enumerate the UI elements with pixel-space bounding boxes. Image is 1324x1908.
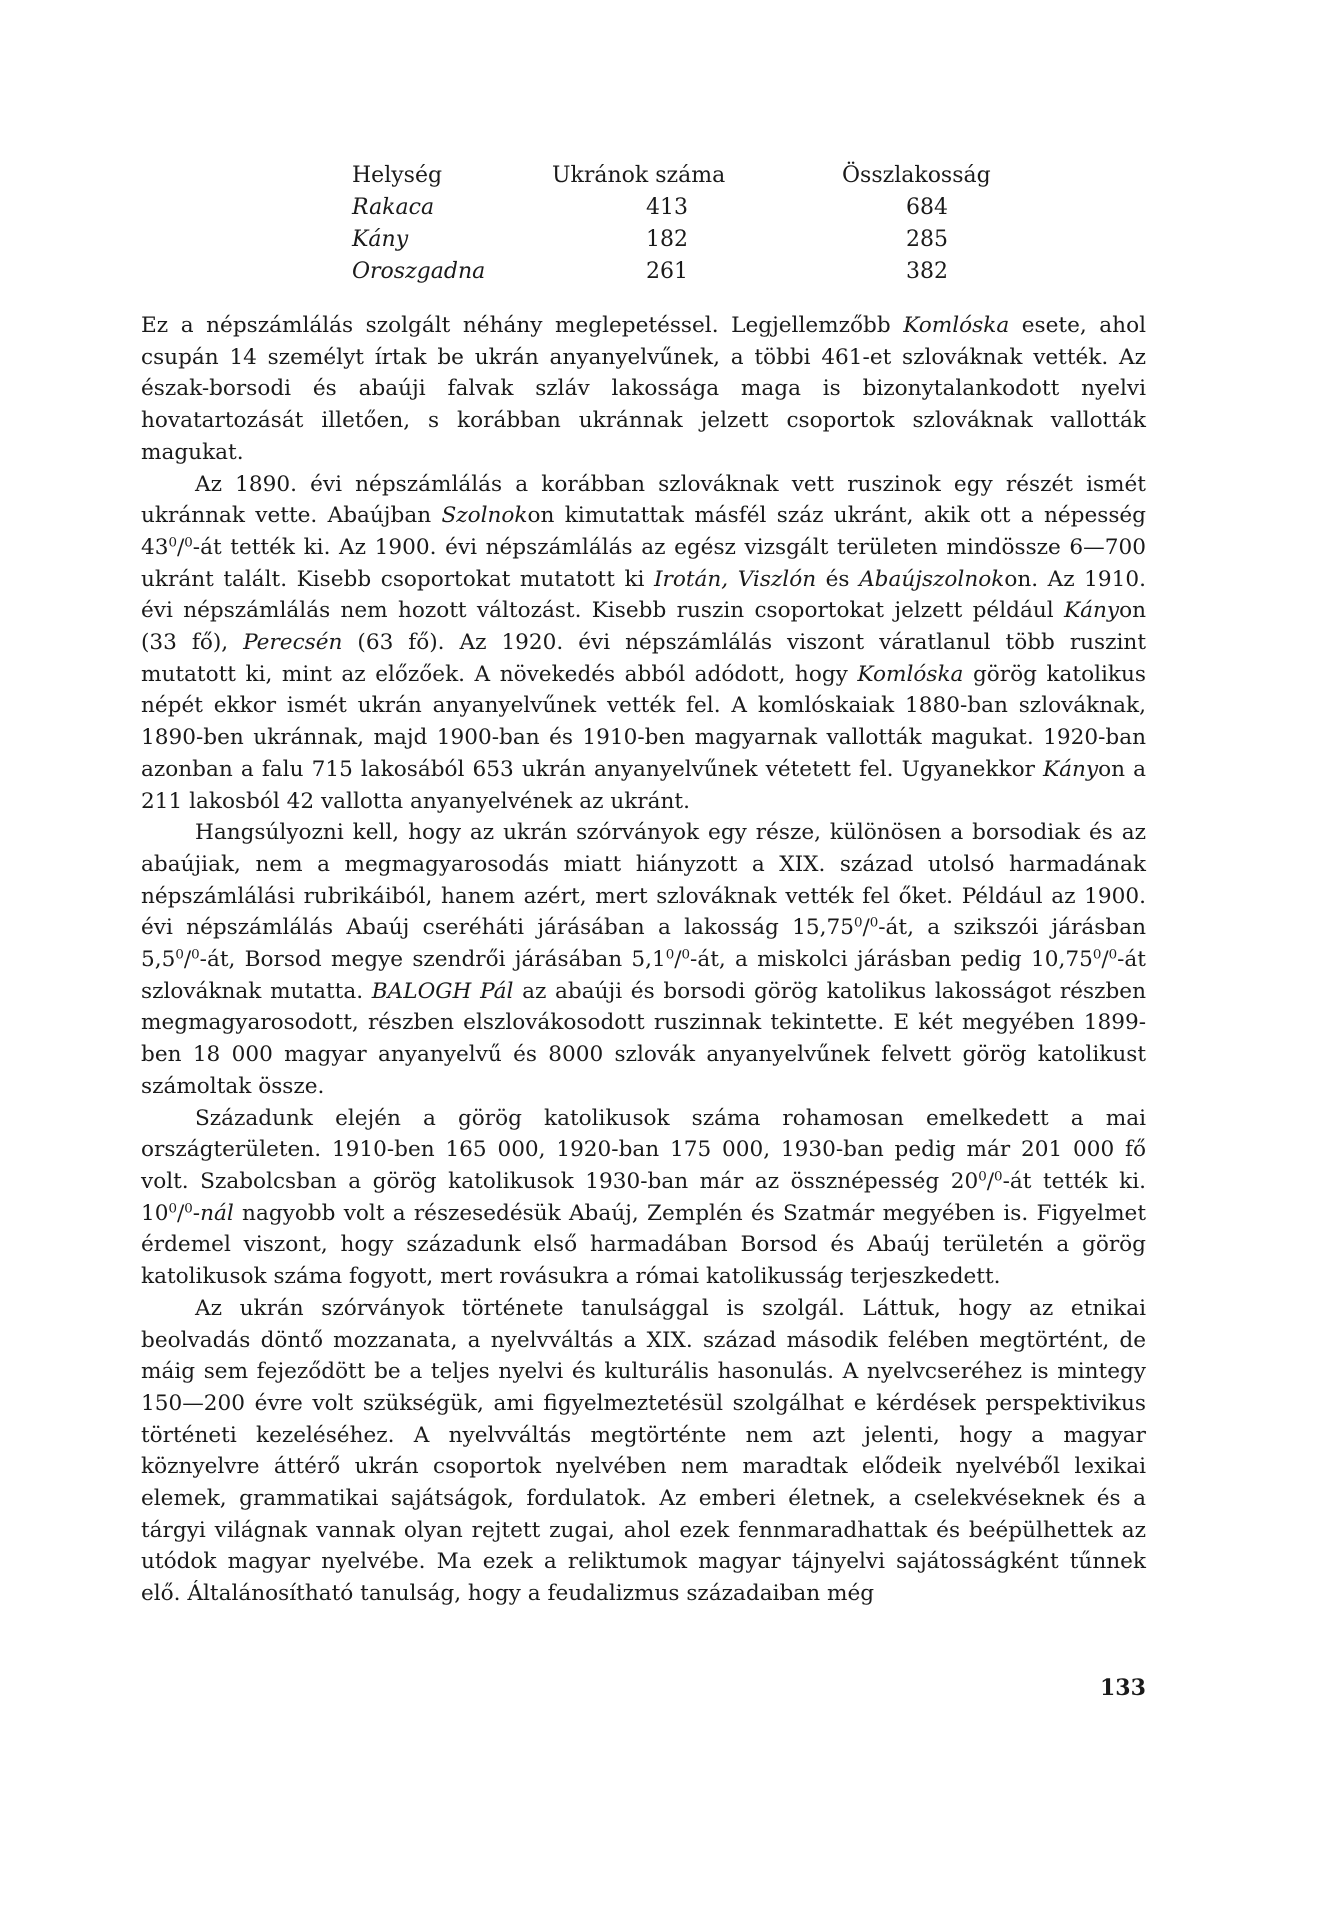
percent-superscript: 0 <box>869 916 879 931</box>
percent-superscript: 0 <box>175 947 184 963</box>
percent-superscript: 0 <box>665 947 675 963</box>
page-number: 133 <box>1100 1675 1146 1701</box>
body-text <box>141 310 1146 1610</box>
text-run: Hangsúlyozni kell, hogy az ukrán szórványok egy része, különösen a borsodiak és az abaújiak, nem a megmagyarosodás miatt hiányzott a XIX. század utolsó harmadának népszámlálási rubrikáiból, hanem azért, mert szlováknak vették fel őket. Például az 1900. évi népszámlálás Abaúj cseréháti járásában a lakosság 15,75 <box>141 820 1146 941</box>
text-run: / <box>1101 947 1109 973</box>
cell-total: 285 <box>906 227 948 252</box>
population-table <box>352 160 1012 288</box>
percent-superscript: 0 <box>184 535 193 551</box>
italic-term: Komlóska <box>857 661 964 687</box>
text-run: on (33 fő), <box>141 598 1146 656</box>
text-run: Az ukrán szórványok története tanulsággal is szolgál. Láttuk, hogy az etnikai beolvadás döntő mozzanata, a nyelvváltás a XIX. század második felében megtörtént, de máig sem fejeződött be a teljes nyelvi és kulturális hasonulás. A nyelvcseréhez is mintegy 150—200 évre volt szükségük, ami figyelmeztetésül szolgálhat e kérdések perspektivikus történeti kezeléséhez. A nyelvváltás megtörténte nem azt jelenti, hogy a magyar köznyelvre áttérő ukrán csoportok nyelvében nem maradtak elődeik nyelvéből lexikai elemek, grammatikai sajátságok, fordulatok. Az emberi életnek, a cselekvéseknek és a tárgyi világnak vannak olyan rejtett zugai, ahol ezek fennmaradhattak és beépülhettek az utódok magyar nyelvébe. Ma ezek a reliktumok magyar tájnyelvi sajátosságként tűnnek elő. Általánosítható tanulság, hogy a feudalizmus századaiban még <box>141 1295 1146 1607</box>
text-run: esete, ahol csupán 14 személyt írtak be ukrán anyanyelvűnek, a többi 461-et szlováknak vették. Az észak-borsodi és abaúji falvak szláv lakossága maga is bizonytalankodott nyelvi hovatartozását illetően, s korábban ukránnak jelzett csoportok szlováknak vallották magukat. <box>141 313 1146 465</box>
percent-superscript: 0 <box>191 947 200 963</box>
cell-ukranians: 413 <box>646 195 688 220</box>
text-run: / <box>862 915 870 941</box>
percent-superscript: 0 <box>994 1169 1003 1185</box>
table-row <box>352 192 1012 224</box>
header-total: Összlakosság <box>842 163 991 188</box>
cell-place: Oroszgadna <box>352 259 486 284</box>
header-ukranians: Ukránok száma <box>552 163 726 188</box>
text-run: -át tették ki. 10 <box>141 1168 1146 1226</box>
text-run: / <box>177 1200 185 1226</box>
table-row <box>352 224 1012 256</box>
paragraph <box>141 1293 1146 1610</box>
header-place: Helység <box>352 163 443 188</box>
text-run: Ez a népszámlálás szolgált néhány meglepetéssel. Legjellemzőbb <box>141 313 904 338</box>
percent-superscript: 0 <box>853 916 863 931</box>
italic-term: Abaújszolnok <box>859 566 1005 592</box>
text-run: / <box>177 534 185 560</box>
percent-superscript: 0 <box>184 1201 193 1217</box>
text-run: (63 fő). Az 1920. évi népszámlálás viszont váratlanul több ruszint mutatott ki, mint az előzőek. A növekedés abból adódott, hogy <box>141 630 1146 687</box>
text-run: / <box>674 947 682 973</box>
table-header-row <box>352 160 1012 192</box>
italic-term: Komlóska <box>903 313 1010 338</box>
paragraph <box>141 469 1146 818</box>
cell-place: Rakaca <box>352 195 435 220</box>
italic-term: Kány <box>1063 598 1120 624</box>
paragraph <box>141 1103 1146 1293</box>
italic-term: Perecsén <box>243 630 343 656</box>
paragraph <box>141 817 1146 1102</box>
italic-term: nál <box>200 1200 234 1226</box>
text-run: on. Az 1910. évi népszámlálás nem hozott változást. Kisebb ruszin csoportokat jelzett például <box>141 566 1146 624</box>
italic-term: Irotán, Viszlón <box>653 566 817 592</box>
percent-superscript: 0 <box>168 1201 177 1217</box>
text-run: on kimutattak másfél száz ukránt, akik ott a népesség 43 <box>141 503 1147 560</box>
percent-superscript: 0 <box>1092 947 1102 963</box>
text-run: -át, Borsod megye szendrői járásában 5,1 <box>199 947 666 973</box>
percent-superscript: 0 <box>681 947 691 963</box>
text-run: és <box>816 566 860 592</box>
text-run: -át szlováknak mutatta. <box>141 947 1146 1004</box>
cell-ukranians: 182 <box>646 227 688 252</box>
text-run: -át, a miskolci járásban pedig 10,75 <box>690 947 1093 973</box>
text-run: on a 211 lakosból 42 vallotta anyanyelvének az ukránt. <box>141 756 1146 814</box>
italic-term: Szolnok <box>441 503 528 529</box>
italic-term: BALOGH Pál <box>371 978 514 1004</box>
text-run: Századunk elején a görög katolikusok száma rohamosan emelkedett a mai országterületen. 1910-ben 165 000, 1920-ban 175 000, 1930-ban pedig már 201 000 fő volt. Szabolcsban a görög katolikusok 1930-ban már az össznépesség 20 <box>141 1105 1146 1194</box>
text-run: nagyobb volt a részesedésük Abaúj, Zemplén és Szatmár megyében is. Figyelmet érdemel viszont, hogy századunk első harmadában Borsod és Abaúj területén a görög katolikusok száma fogyott, mert rovásukra a római katolikusság terjeszkedett. <box>141 1200 1146 1290</box>
cell-place: Kány <box>352 227 409 252</box>
text-run: -át tették ki. Az 1900. évi népszámlálás az egész vizsgált területen mindössze 6—700 ukránt talált. Kisebb csoportokat mutatott ki <box>141 534 1146 592</box>
cell-ukranians: 261 <box>646 259 688 284</box>
percent-superscript: 0 <box>1108 947 1118 963</box>
text-run: - <box>192 1200 201 1226</box>
text-run: görög katolikus népét ekkor ismét ukrán anyanyelvűnek vették fel. A komlóskaiak 1880-ban szlováknak, 1890-ben ukránnak, majd 1900-ban és 1910-ben magyarnak vallották magukat. 1920-ban azonban a falu 715 lakosából 653 ukrán anyanyelvűnek vétetett fel. Ugyanekkor <box>141 661 1146 782</box>
paragraph <box>141 310 1146 469</box>
table-row <box>352 256 1012 288</box>
italic-term: Kány <box>1042 756 1099 782</box>
cell-total: 382 <box>906 259 948 284</box>
percent-superscript: 0 <box>978 1169 987 1185</box>
text-run: Az 1890. évi népszámlálás a korábban szlováknak vett ruszinok egy részét ismét ukránnak vette. Abaújban <box>141 471 1146 529</box>
text-run: -át, a szikszói járásban 5,5 <box>141 915 1146 973</box>
text-run: / <box>183 947 192 973</box>
text-run: az abaúji és borsodi görög katolikus lakosságot részben megmagyarosodott, részben elszlovákosodott ruszinnak tekintette. E két megyében 1899-ben 18 000 magyar anyanyelvű és 8000 szlovák anyanyelvűnek felvett görög katolikust számoltak össze. <box>141 978 1146 1099</box>
cell-total: 684 <box>906 195 948 220</box>
text-run: / <box>986 1168 995 1194</box>
percent-superscript: 0 <box>168 535 177 551</box>
